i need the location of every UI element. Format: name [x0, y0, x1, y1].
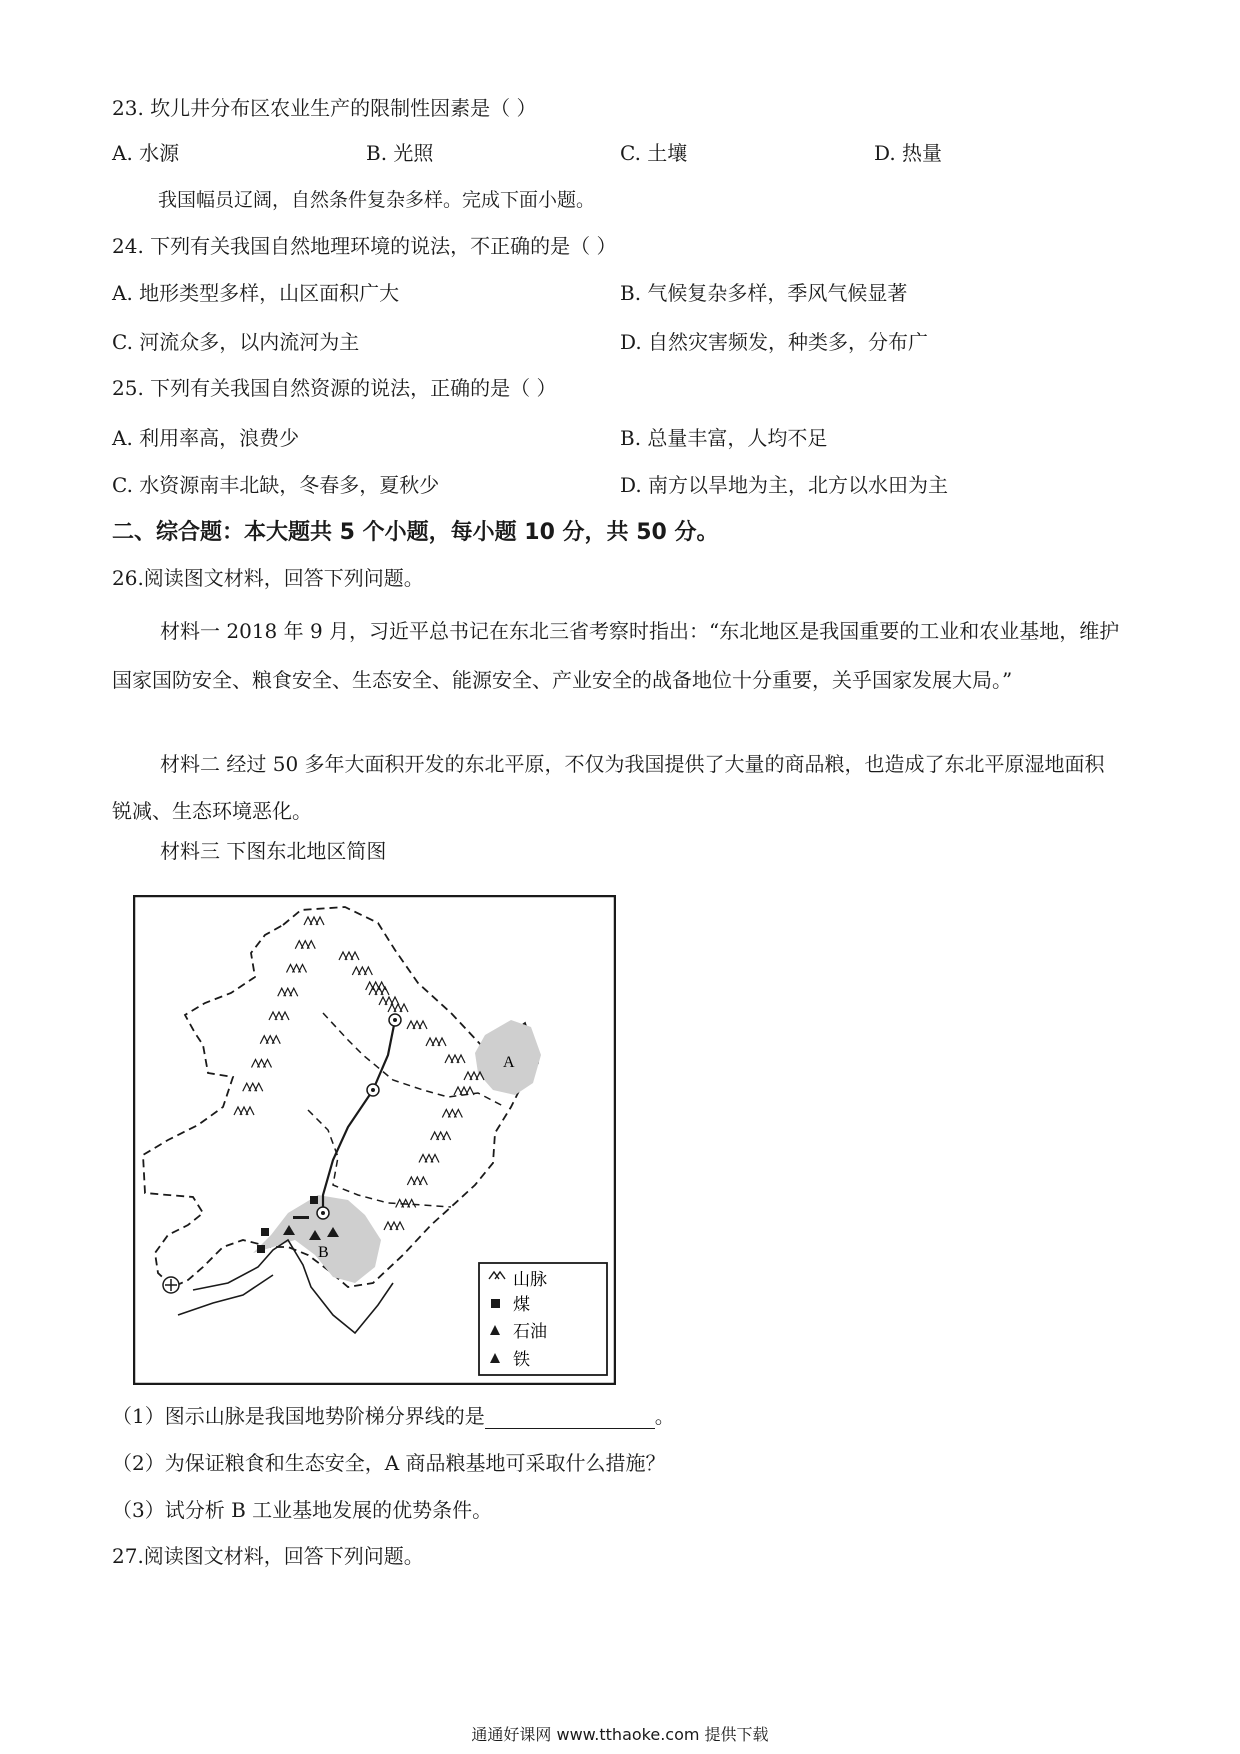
q27-stem: 27.阅读图文材料，回答下列问题。 — [112, 1544, 424, 1568]
q24-option-a: A. 地形类型多样，山区面积广大 — [112, 281, 400, 305]
q26-sub-3: （3）试分析 B 工业基地发展的优势条件。 — [112, 1498, 493, 1522]
q24-option-d: D. 自然灾害频发，种类多，分布广 — [620, 330, 929, 354]
q26-stem: 26.阅读图文材料，回答下列问题。 — [112, 566, 424, 590]
legend-label-coal: 煤 — [513, 1295, 530, 1314]
q23-option-a: A. 水源 — [112, 141, 180, 165]
coal-symbol — [261, 1228, 269, 1236]
city-marker-beijing — [163, 1277, 179, 1293]
q24-stem: 24. 下列有关我国自然地理环境的说法，不正确的是（ ） — [112, 234, 617, 258]
q26-material-3: 材料三 下图东北地区简图 — [160, 839, 387, 863]
legend-label-mountain: 山脉 — [513, 1270, 547, 1289]
northeast-china-map — [133, 895, 616, 1385]
city-marker-harbin — [389, 1014, 401, 1026]
q25-stem: 25. 下列有关我国自然资源的说法，正确的是（ ） — [112, 376, 557, 400]
q26-sub-2: （2）为保证粮食和生态安全，A 商品粮基地可采取什么措施？ — [112, 1451, 666, 1475]
q26-sub-1 — [112, 1403, 675, 1429]
q25-option-d: D. 南方以旱地为主，北方以水田为主 — [620, 473, 949, 497]
legend-label-oil: 石油 — [513, 1322, 547, 1341]
section-2-heading: 二、综合题：本大题共 5 个小题，每小题 10 分，共 50 分。 — [112, 520, 719, 545]
q26-material-2: 材料二 经过 50 多年大面积开发的东北平原，不仅为我国提供了大量的商品粮，也造成了东北平原湿地面积锐减、生态环境恶化。 — [112, 752, 1105, 823]
map-legend — [479, 1263, 607, 1375]
city-marker-changchun — [367, 1084, 379, 1096]
coal-symbol — [257, 1245, 265, 1253]
legend-label-iron: 铁 — [513, 1350, 530, 1369]
map-label-b: B — [318, 1244, 329, 1261]
q24-option-c: C. 河流众多，以内流河为主 — [112, 330, 360, 354]
q24-option-b: B. 气候复杂多样，季风气候显著 — [620, 281, 908, 305]
q26-material-1: 材料一 2018 年 9 月，习近平总书记在东北三省考察时指出：“东北地区是我国重要的工业和农业基地，维护国家国防安全、粮食安全、生态安全、能源安全、产业安全的战备地位十分重要，关乎国家发展大局。” — [112, 619, 1120, 692]
coal-symbol — [293, 1216, 309, 1219]
map-label-a: A — [503, 1054, 515, 1071]
q25-option-c: C. 水资源南丰北缺，冬春多，夏秋少 — [112, 473, 440, 497]
coal-symbol — [310, 1196, 318, 1204]
q23-stem: 23. 坎儿井分布区农业生产的限制性因素是（ ） — [112, 96, 537, 120]
q23-option-b: B. 光照 — [366, 141, 434, 165]
q26-sub-1-text: （1）图示山脉是我国地势阶梯分界线的是 — [112, 1404, 485, 1428]
intro-24-25: 我国幅员辽阔，自然条件复杂多样。完成下面小题。 — [158, 189, 596, 211]
q23-option-d: D. 热量 — [874, 141, 943, 165]
q23-option-c: C. 土壤 — [620, 141, 688, 165]
q26-answer-blank[interactable] — [485, 1410, 655, 1429]
page-footer: 通通好课网 www.tthaoke.com 提供下载 — [471, 1725, 769, 1744]
q26-sub-1-end: 。 — [654, 1404, 675, 1428]
q25-option-b: B. 总量丰富，人均不足 — [620, 426, 828, 450]
city-marker-shenyang — [317, 1207, 329, 1219]
q25-option-a: A. 利用率高，浪费少 — [112, 426, 300, 450]
coal-square-icon — [491, 1299, 500, 1308]
